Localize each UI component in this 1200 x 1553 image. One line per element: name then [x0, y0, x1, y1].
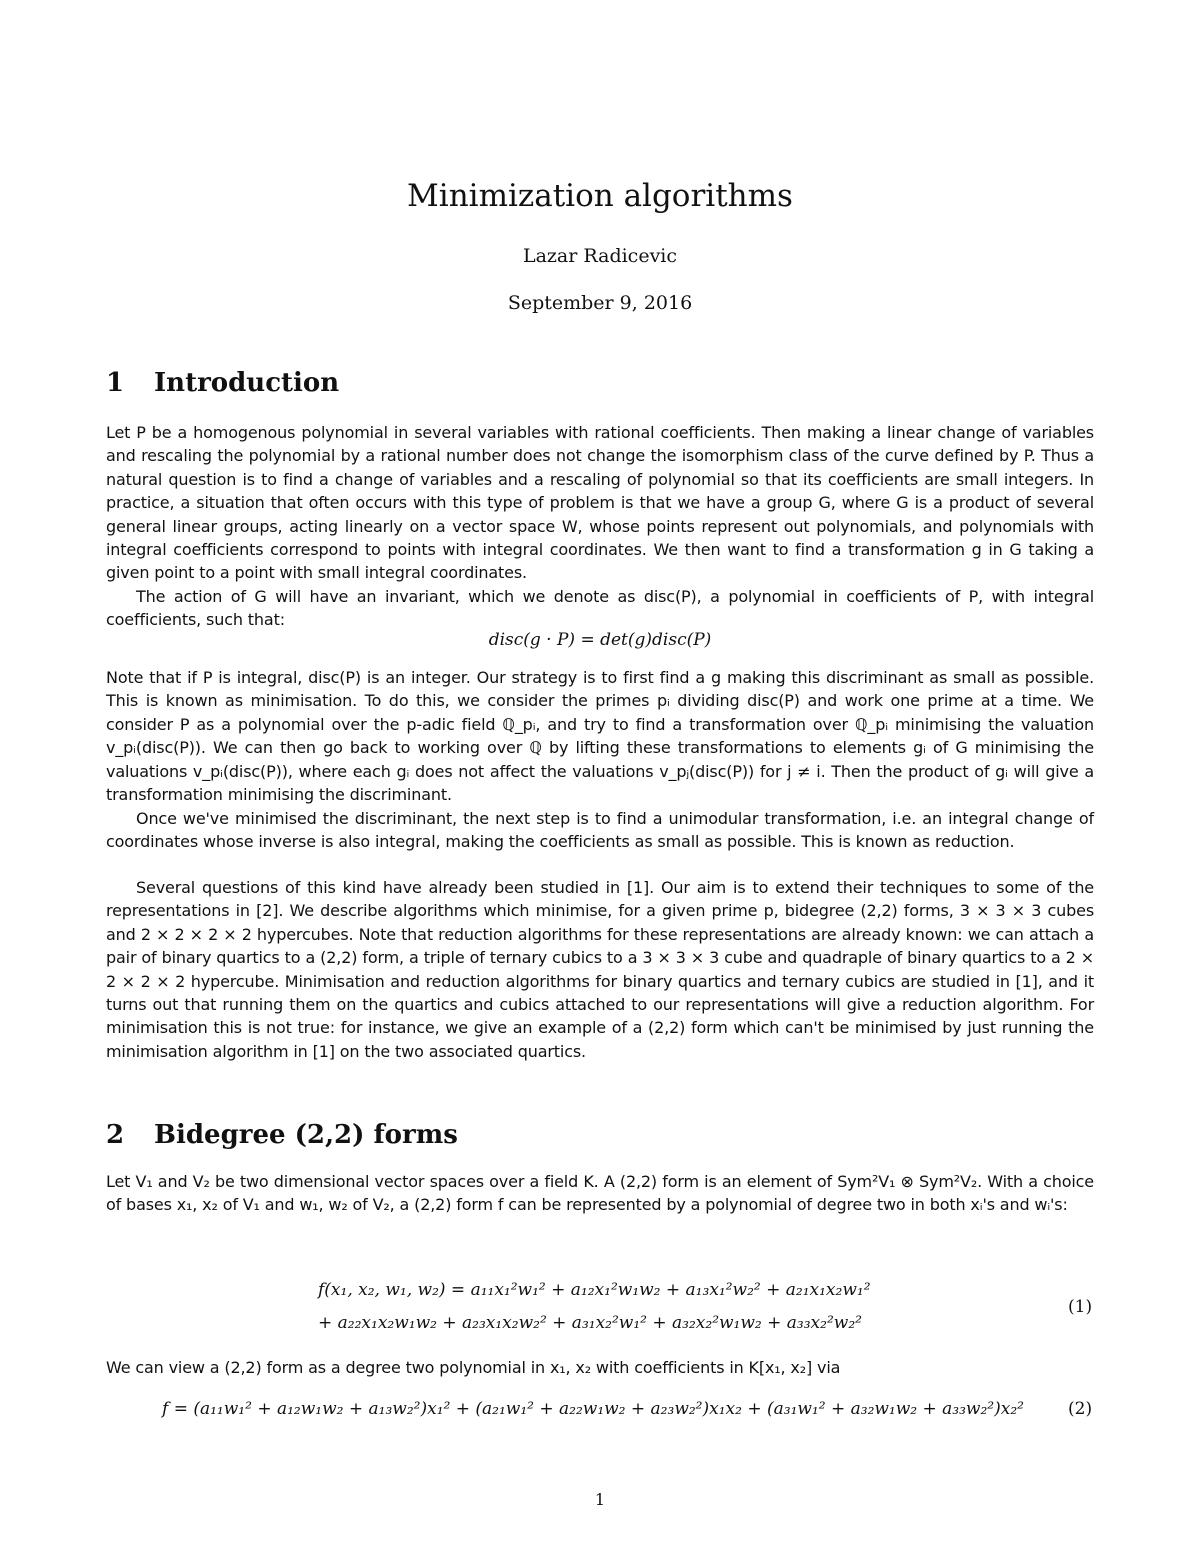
equation-number: (1) [1068, 1297, 1093, 1317]
paper-title: Minimization algorithms [407, 178, 793, 214]
section-title: Bidegree (2,2) forms [154, 1120, 458, 1150]
section-heading-introduction [106, 368, 339, 398]
paragraph: Once we've minimised the discriminant, the next step is to find a unimodular transformation, i.e. an integral change of coordinates whose inverse is also integral, making the coefficients as small as possible. This is known as reduction. [106, 809, 1094, 852]
paragraph: Let V₁ and V₂ be two dimensional vector spaces over a field K. A (2,2) form is an element of Sym²V₁ ⊗ Sym²V₂. With a choice of bases x₁, x₂ of V₁ and w₁, w₂ of V₂, a (2,2) form f can be represented by a polynomial of degree two in both xᵢ's and wᵢ's: [106, 1172, 1094, 1215]
equation-1-line-2: + a₂₂x₁x₂w₁w₂ + a₂₃x₁x₂w₂² + a₃₁x₂²w₁² + a₃₂x₂²w₁w₂ + a₃₃x₂²w₂² [318, 1313, 862, 1333]
paragraph: Let P be a homogenous polynomial in several variables with rational coefficients. Then making a linear change of variables and rescaling the polynomial by a rational number does not change the isomorphism class of the curve defined by P. Thus a natural question is to find a change of variables and a rescaling of polynomial so that its coefficients are small integers. In practice, a situation that often occurs with this type of problem is that we have a group G, where G is a product of several general linear groups, acting linearly on a vector space W, whose points represent out polynomials, and polynomials with integral coefficients correspond to points with integral coordinates. We then want to find a transformation g in G taking a given point to a point with small integral coordinates. [106, 423, 1094, 583]
paragraph: The action of G will have an invariant, which we denote as disc(P), a polynomial in coefficients of P, with integral coefficients, such that: [106, 587, 1094, 630]
paragraph: We can view a (2,2) form as a degree two polynomial in x₁, x₂ with coefficients in K[x₁, x₂] via [106, 1358, 841, 1377]
equation-number: (2) [1068, 1399, 1093, 1419]
paragraph: Several questions of this kind have already been studied in [1]. Our aim is to extend their techniques to some of the representations in [2]. We describe algorithms which minimise, for a given prime p, bidegree (2,2) forms, 3 × 3 × 3 cubes and 2 × 2 × 2 × 2 hypercubes. Note that reduction algorithms for these representations are already known: we can attach a pair of binary quartics to a (2,2) form, a triple of ternary cubics to a 3 × 3 × 3 cube and quadraple of binary quartics to a 2 × 2 × 2 × 2 hypercube. Minimisation and reduction algorithms for binary quartics and ternary cubics are studied in [1], and it turns out that running them on the quartics and cubics attached to our representations will give a reduction algorithm. For minimisation this is not true: for instance, we give an example of a (2,2) form which can't be minimised by just running the minimisation algorithm in [1] on the two associated quartics. [106, 878, 1094, 1061]
section-number: 2 [106, 1120, 125, 1150]
equation-2: f = (a₁₁w₁² + a₁₂w₁w₂ + a₁₃w₂²)x₁² + (a₂₁w₁² + a₂₂w₁w₂ + a₂₃w₂²)x₁x₂ + (a₃₁w₁² + a₃₂w₁w₂ + a₃₃w₂²)x₂² [162, 1399, 1024, 1419]
equation-discriminant: disc(g · P) = det(g)disc(P) [488, 630, 712, 650]
section-title: Introduction [154, 368, 340, 398]
section-number: 1 [106, 368, 125, 398]
paragraph: Note that if P is integral, disc(P) is an integer. Our strategy is to first find a g making this discriminant as small as possible. This is known as minimisation. To do this, we consider the primes pᵢ dividing disc(P) and work one prime at a time. We consider P as a polynomial over the p-adic field ℚ_pᵢ, and try to find a transformation over ℚ_pᵢ minimising the valuation v_pᵢ(disc(P)). We can then go back to working over ℚ by lifting these transformations to elements gᵢ of G minimising the valuations v_pᵢ(disc(P)), where each gᵢ does not affect the valuations v_pⱼ(disc(P)) for j ≠ i. Then the product of gᵢ will give a transformation minimising the discriminant. [106, 668, 1094, 805]
section-heading-bidegree-forms [106, 1120, 458, 1150]
author-name: Lazar Radicevic [522, 245, 678, 267]
page-number: 1 [594, 1490, 606, 1509]
paper-date: September 9, 2016 [507, 292, 693, 314]
equation-1-line-1: f(x₁, x₂, w₁, w₂) = a₁₁x₁²w₁² + a₁₂x₁²w₁w₂ + a₁₃x₁²w₂² + a₂₁x₁x₂w₁² [318, 1280, 871, 1300]
